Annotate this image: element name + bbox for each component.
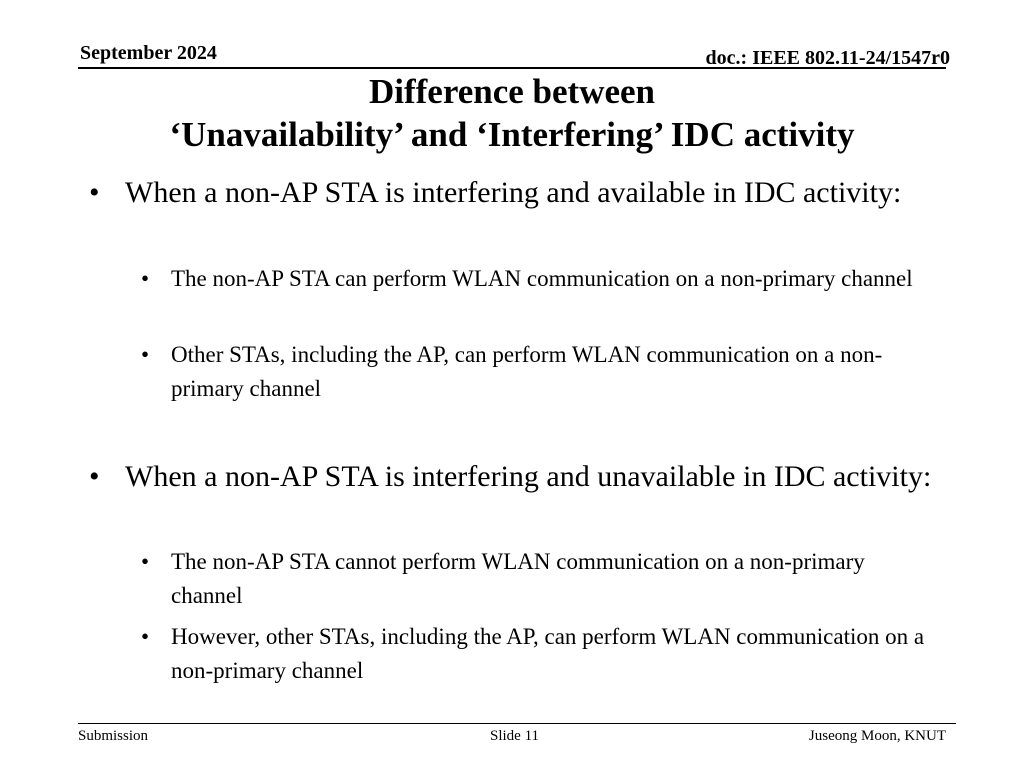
slide-title-line-2: ‘Unavailability’ and ‘Interfering’ IDC activity (169, 115, 855, 154)
sub-bullet-text: The non-AP STA can perform WLAN communication on a non-primary channel (171, 266, 913, 291)
sub-bullet-marker: • (141, 266, 150, 291)
sub-bullet-marker: • (141, 549, 150, 574)
header-doc-id: doc.: IEEE 802.11-24/1547r0 (705, 47, 950, 69)
bullet-1 (89, 175, 945, 211)
sub-bullet-text: The non-AP STA cannot perform WLAN communication on a non-primary channel (171, 549, 865, 608)
header-divider (78, 67, 946, 69)
footer-divider (78, 723, 956, 724)
bullet-2 (89, 459, 945, 495)
sub-bullet-marker: • (141, 624, 150, 649)
bullet-marker: • (89, 460, 100, 493)
sub-bullet-2-1 (141, 545, 941, 613)
sub-bullet-1-1 (141, 262, 941, 296)
slide-title (0, 70, 1024, 156)
sub-bullet-marker: • (141, 342, 150, 367)
footer-submission: Submission (78, 728, 149, 744)
bullet-text: When a non-AP STA is interfering and available in IDC activity: (125, 176, 902, 209)
slide-title-line-1: Difference between (368, 72, 656, 111)
footer-slide-number: Slide 11 (490, 728, 540, 744)
header-date: September 2024 (80, 42, 217, 64)
bullet-text: When a non-AP STA is interfering and unavailable in IDC activity: (125, 460, 932, 493)
sub-bullet-2-2 (141, 620, 941, 688)
sub-bullet-text: Other STAs, including the AP, can perform WLAN communication on a non-primary channel (171, 342, 883, 401)
footer-author: Juseong Moon, KNUT (808, 728, 946, 744)
sub-bullet-text: However, other STAs, including the AP, can perform WLAN communication on a non-primary channel (171, 624, 925, 683)
bullet-marker: • (89, 176, 100, 209)
sub-bullet-1-2 (141, 338, 941, 406)
